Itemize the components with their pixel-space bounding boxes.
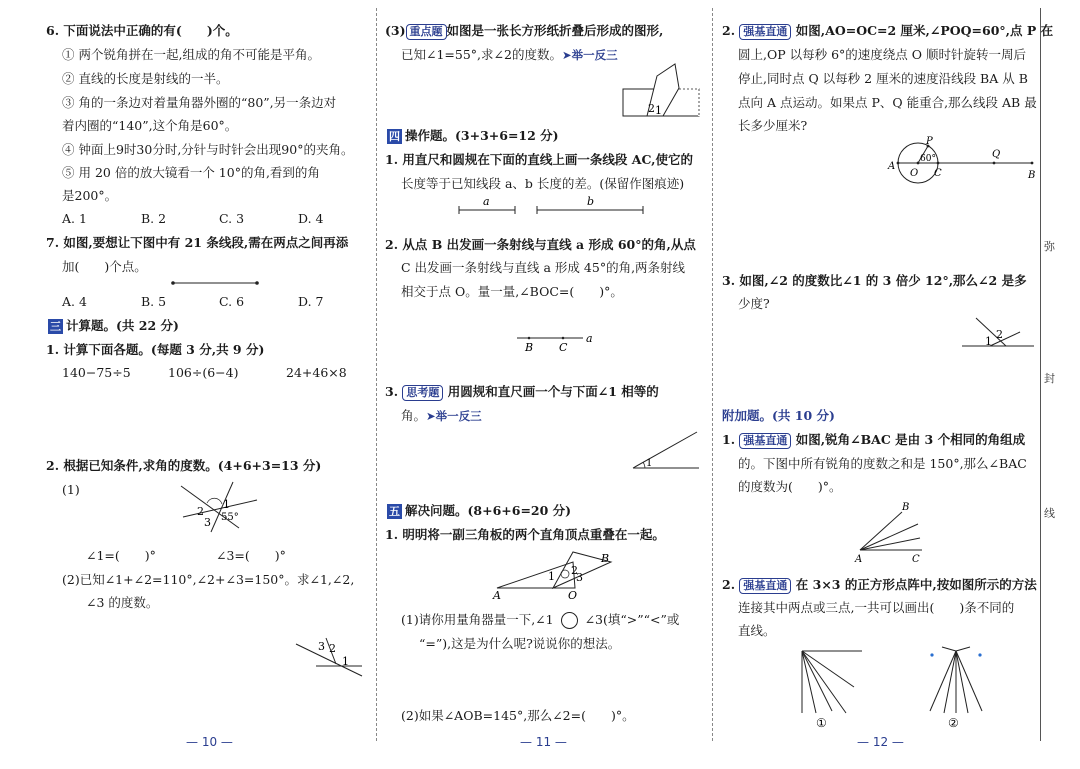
p12-q3-stem: 3. 如图,∠2 的度数比∠1 的 3 倍少 12°,那么∠2 是多 [722,273,1027,288]
fig-point-b: B [1028,170,1036,181]
angle-figure-2 [296,636,366,678]
q6-item-4: ④ 钟面上9时30分时,分针与时针会出现90°的夹角。 [62,142,354,157]
fig2-label-1: 1 [342,655,349,668]
tri-label-1: 1 [548,570,555,583]
q3-practice-link[interactable]: ➤举一反三 [561,48,618,62]
op-2-stem: 2. 从点 B 出发画一条射线与直线 a 形成 60°的角,从点 [385,237,696,252]
tri-point-a: A [493,589,501,602]
page-divider-right [712,8,713,741]
q6-item-1: ① 两个锐角拼在一起,组成的角不可能是平角。 [62,47,320,62]
folded-paper-figure [621,64,701,118]
extra-1-line-2: 的。下图中所有锐角的度数之和是 150°,那么∠BAC [738,456,1027,471]
q7-option-d: D. 7 [298,294,324,309]
lattice-label-1: ① [816,716,827,730]
q3-number: (3) [385,23,406,38]
page-number-12: — 12 — [857,735,904,749]
point-b-label: B [525,341,534,354]
q7-option-b: B. 5 [141,294,167,309]
extra-2-line-3: 直线。 [738,623,776,638]
section-3-number: 三 [50,320,61,333]
fig-point-o: O [910,168,919,179]
tri-label-3: 3 [576,571,583,584]
section-4-heading [387,127,559,145]
p12-q2-tag: 强基直通 [739,24,791,40]
fig-point-q: Q [992,149,1001,160]
calc-expr-1: 140−75÷5 [62,365,131,380]
op-3-practice-link[interactable]: ➤举一反三 [426,409,482,423]
q6-stem: 6. 下面说法中正确的有( )个。 [46,23,238,38]
extra-title: 附加题 [722,408,760,423]
q6-item-3: ③ 角的一条边对着量角器外圈的“80”,另一条边对 [62,95,337,110]
solve-1-stem: 1. 明明将一副三角板的两个直角顶点重叠在一起。 [385,527,665,542]
lattice-label-2: ② [948,716,959,730]
solve-1-part-1-a: (1)请你用量角器量一下,∠1 [401,612,554,627]
q7-stem: 7. 如图,要想让下图中有 21 条线段,需在两点之间再添 [46,235,349,250]
q3-line-2 [401,46,618,64]
p12-q2-line-3: 停止,同时点 Q 以每秒 2 厘米的速度沿线段 BA 从 B [738,71,1028,86]
q6-item-3b: 着内圈的“140”,这个角是60°。 [62,118,238,133]
extra-2-number: 2. [722,577,736,592]
angle-figure-1 [181,482,261,532]
q7-option-c: C. 6 [219,294,245,309]
p12-q3-line-2: 少度? [738,296,770,311]
solve-1-part-1-b: ∠3(填“>”“<”或 [584,612,680,627]
fig-angle-2-label: 2 [996,328,1003,341]
calc-2-part-1: (1) [62,482,80,497]
binding-char-1: 弥 [1044,240,1055,253]
section-5-heading [387,502,571,520]
segments-ab-figure [457,196,647,216]
extra-score: 。(共 10 分) [759,408,835,423]
acute-point-c: C [912,554,920,565]
p12-q2-stem [722,22,1053,40]
q3-text: 如图是一张长方形纸折叠后形成的图形, [446,23,664,38]
segment-b-label: b [587,195,595,208]
solve-1-part-2: (2)如果∠AOB=145°,那么∠2=( )°。 [401,708,635,723]
triangle-rulers-figure [493,548,619,600]
q6-option-a: A. 1 [62,211,87,226]
op-3-text: 用圆规和直尺画一个与下面∠1 相等的 [447,384,659,399]
q3-stem [385,22,663,40]
tri-point-b: B [601,552,610,565]
tri-point-o: O [568,589,578,602]
op-3-line-2 [401,407,482,425]
calc-2-part-2b: ∠3 的度数。 [86,595,159,610]
q6-item-5b: 是200°。 [62,188,118,203]
q3-key-tag: 重点题 [406,24,447,40]
extra-2-stem [722,576,1037,594]
extra-2-tag: 强基直通 [739,578,791,594]
segment-a-label: a [483,195,490,208]
p12-q2-text: 如图,AO=OC=2 厘米,∠POQ=60°,点 P 在 [795,23,1054,38]
acute-angles-figure [852,502,932,564]
fig1-label-3: 3 [204,516,211,529]
fig1-label-1: 1 [223,498,230,511]
p12-q2-line-2: 圆上,OP 以每秒 6°的速度绕点 O 顺时针旋转一周后 [738,47,1026,62]
section-3-title: 计算题。(共 22 分) [66,318,179,333]
page-12 [722,0,1054,769]
compare-circle-blank[interactable] [561,612,578,629]
q6-item-5: ⑤ 用 20 倍的放大镜看一个 10°的角,看到的角 [62,165,320,180]
page-10 [46,0,366,769]
extra-1-line-3: 的度数为( )°。 [738,479,842,494]
tri-label-2: 2 [571,564,578,577]
section-4-title: 操作题。(3+3+6=12 分) [405,128,559,143]
binding-char-2: 封 [1044,372,1055,385]
line-a-label: a [586,332,593,345]
q7-stem-2: 加( )个点。 [62,259,147,274]
extra-heading [722,407,835,425]
section-4-number: 四 [389,130,400,143]
op-3-stem [385,383,659,401]
extra-1-tag: 强基直通 [739,433,791,449]
page-divider-left [376,8,377,741]
dot-lattice-figure [792,643,992,729]
extra-1-text: 如图,锐角∠BAC 是由 3 个相同的角组成 [795,432,1026,447]
extra-2-text: 在 3×3 的正方形点阵中,按如图所示的方法 [795,577,1037,592]
extra-2-line-2: 连接其中两点或三点,一共可以画出( )条不同的 [738,600,1015,615]
calc-2-stem: 2. 根据已知条件,求角的度数。(4+6+3=13 分) [46,458,322,473]
p12-q2-line-4: 点向 A 点运动。如果点 P、Q 能重合,那么线段 AB 最 [738,95,1037,110]
fold-label-1: 1 [655,104,662,117]
fig1-label-2: 2 [197,505,204,518]
extra-1-number: 1. [722,432,736,447]
op-3-number: 3. [385,384,399,399]
acute-point-a: A [855,554,863,565]
fig-angle-1-label: 1 [985,335,992,348]
circle-motion-figure [888,138,1044,184]
q3-line-2-text: 已知∠1=55°,求∠2的度数。 [401,47,562,62]
calc-expr-3: 24+46×8 [286,365,347,380]
fold-label-2: 2 [648,102,655,115]
point-c-label: C [559,341,568,354]
angle-1-figure [631,430,701,470]
page-11 [385,0,707,769]
answer-angle-3: ∠3=( )° [216,548,286,563]
op-1-stem: 1. 用直尺和圆规在下面的直线上画一条线段 AC,使它的 [385,152,694,167]
q7-segment-figure [171,279,261,287]
extra-1-stem [722,431,1025,449]
angle-1-label: 1 [646,458,653,469]
q7-option-a: A. 4 [62,294,87,309]
fig1-label-55: 55° [221,512,239,523]
p12-q2-line-5: 长多少厘米? [738,118,808,133]
op-2-line-3: 相交于点 O。量一量,∠BOC=( )°。 [401,284,623,299]
acute-point-b: B [902,502,910,513]
line-a-figure [517,330,597,352]
fig-angle-60: 60° [920,154,936,164]
q6-option-d: D. 4 [298,211,324,226]
fig2-label-2: 2 [329,642,336,655]
calc-2-part-2: (2)已知∠1+∠2=110°,∠2+∠3=150°。求∠1,∠2, [62,572,355,587]
fig-point-p: P [926,136,933,147]
section-5-number: 五 [389,505,400,518]
op-3-line-2-text: 角。 [401,408,427,423]
fig2-label-3: 3 [318,640,325,653]
q6-option-b: B. 2 [141,211,167,226]
page-number-11: — 11 — [520,735,567,749]
section-3-heading [48,317,179,335]
q6-item-2: ② 直线的长度是射线的一半。 [62,71,229,86]
p12-q2-number: 2. [722,23,736,38]
op-2-line-2: C 出发画一条射线与直线 a 形成 45°的角,两条射线 [401,260,686,275]
calc-expr-2: 106÷(6−4) [168,365,239,380]
solve-1-part-1 [401,611,679,629]
calc-1-stem: 1. 计算下面各题。(每题 3 分,共 9 分) [46,342,265,357]
fig-point-c: C [934,168,942,179]
solve-1-part-1-c: “=”),这是为什么呢?说说你的想法。 [419,636,621,651]
fig-point-a: A [888,161,896,172]
angles-12-figure [960,318,1036,348]
answer-angle-1: ∠1=( )° [86,548,156,563]
q6-option-c: C. 3 [219,211,245,226]
op-3-think-tag: 思考题 [402,385,443,401]
section-5-title: 解决问题。(8+6+6=20 分) [405,503,572,518]
page-number-10: — 10 — [186,735,233,749]
binding-char-3: 线 [1044,507,1055,520]
op-1-line-2: 长度等于已知线段 a、b 长度的差。(保留作图痕迹) [401,176,685,191]
